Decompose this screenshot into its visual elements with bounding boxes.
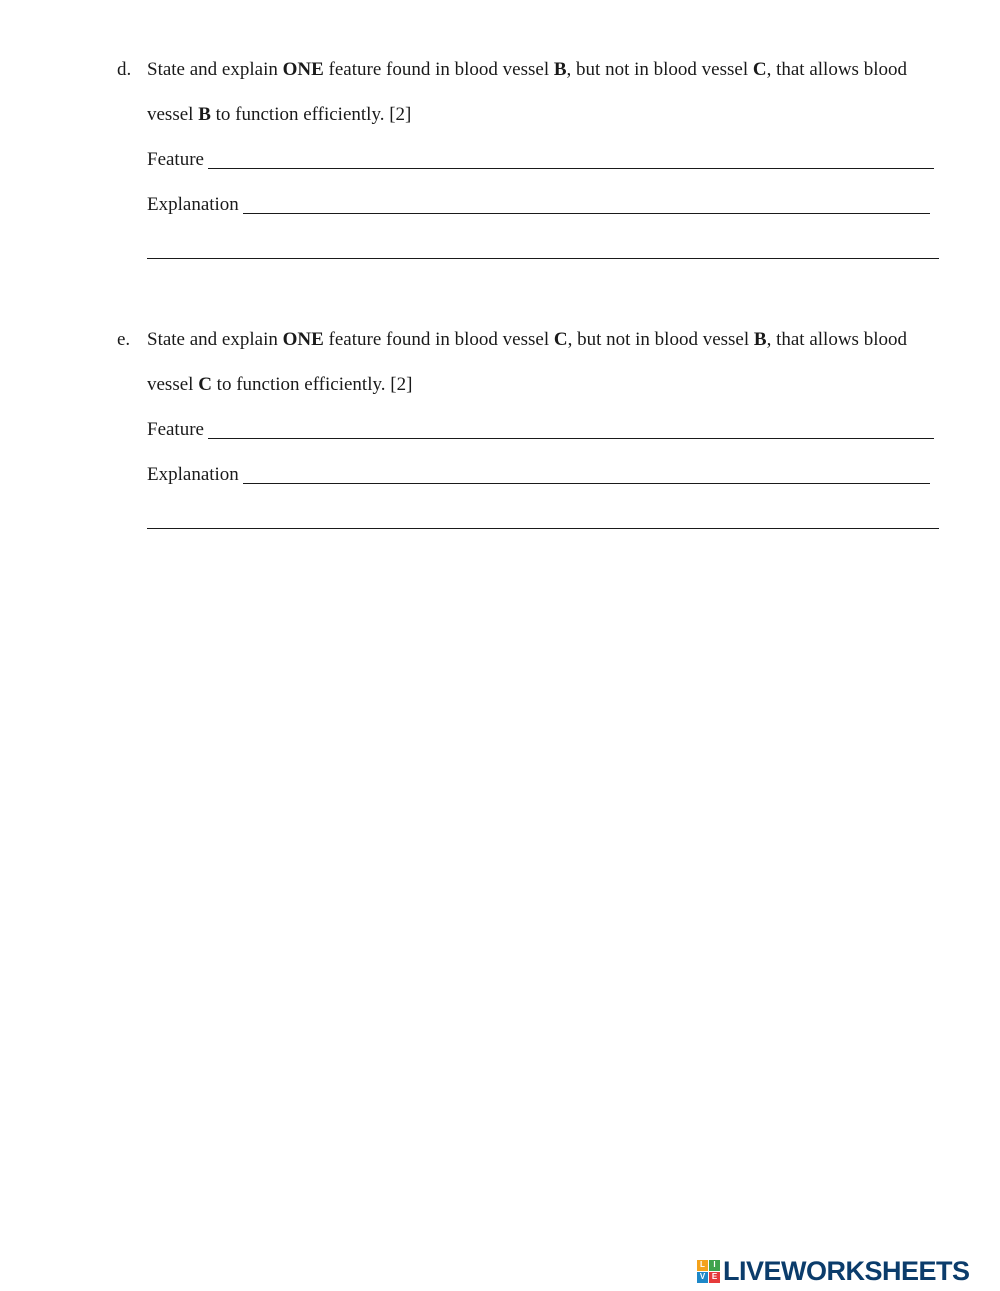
question-letter: e.	[117, 329, 131, 350]
feature-label: Feature	[147, 149, 204, 170]
explanation-continued-row	[147, 238, 939, 262]
logo-block: L	[697, 1260, 708, 1271]
question-letter: d.	[117, 59, 132, 80]
question-text-line-1: State and explain ONE feature found in blood vessel C, but not in blood vessel B, that allows blood	[147, 329, 907, 350]
explanation-continued-input[interactable]	[147, 238, 939, 259]
feature-input[interactable]	[208, 418, 934, 439]
logo-block: E	[709, 1272, 720, 1283]
question-text-line-2: vessel C to function efficiently. [2]	[147, 374, 413, 395]
logo-block: V	[697, 1272, 708, 1283]
explanation-continued-row	[147, 508, 939, 532]
feature-label: Feature	[147, 419, 204, 440]
explanation-label: Explanation	[147, 194, 239, 215]
question-text-line-1: State and explain ONE feature found in blood vessel B, but not in blood vessel C, that allows blood	[147, 59, 907, 80]
logo-text: LIVEWORKSHEETS	[723, 1255, 970, 1286]
explanation-input[interactable]	[243, 463, 930, 484]
feature-row	[147, 148, 934, 172]
explanation-input[interactable]	[243, 193, 930, 214]
explanation-label: Explanation	[147, 464, 239, 485]
explanation-row	[147, 463, 930, 487]
feature-input[interactable]	[208, 148, 934, 169]
explanation-continued-input[interactable]	[147, 508, 939, 529]
logo-blocks-icon	[697, 1260, 720, 1283]
liveworksheets-logo	[697, 1256, 970, 1286]
feature-row	[147, 418, 934, 442]
logo-block: I	[709, 1260, 720, 1271]
explanation-row	[147, 193, 930, 217]
question-text-line-2: vessel B to function efficiently. [2]	[147, 104, 412, 125]
